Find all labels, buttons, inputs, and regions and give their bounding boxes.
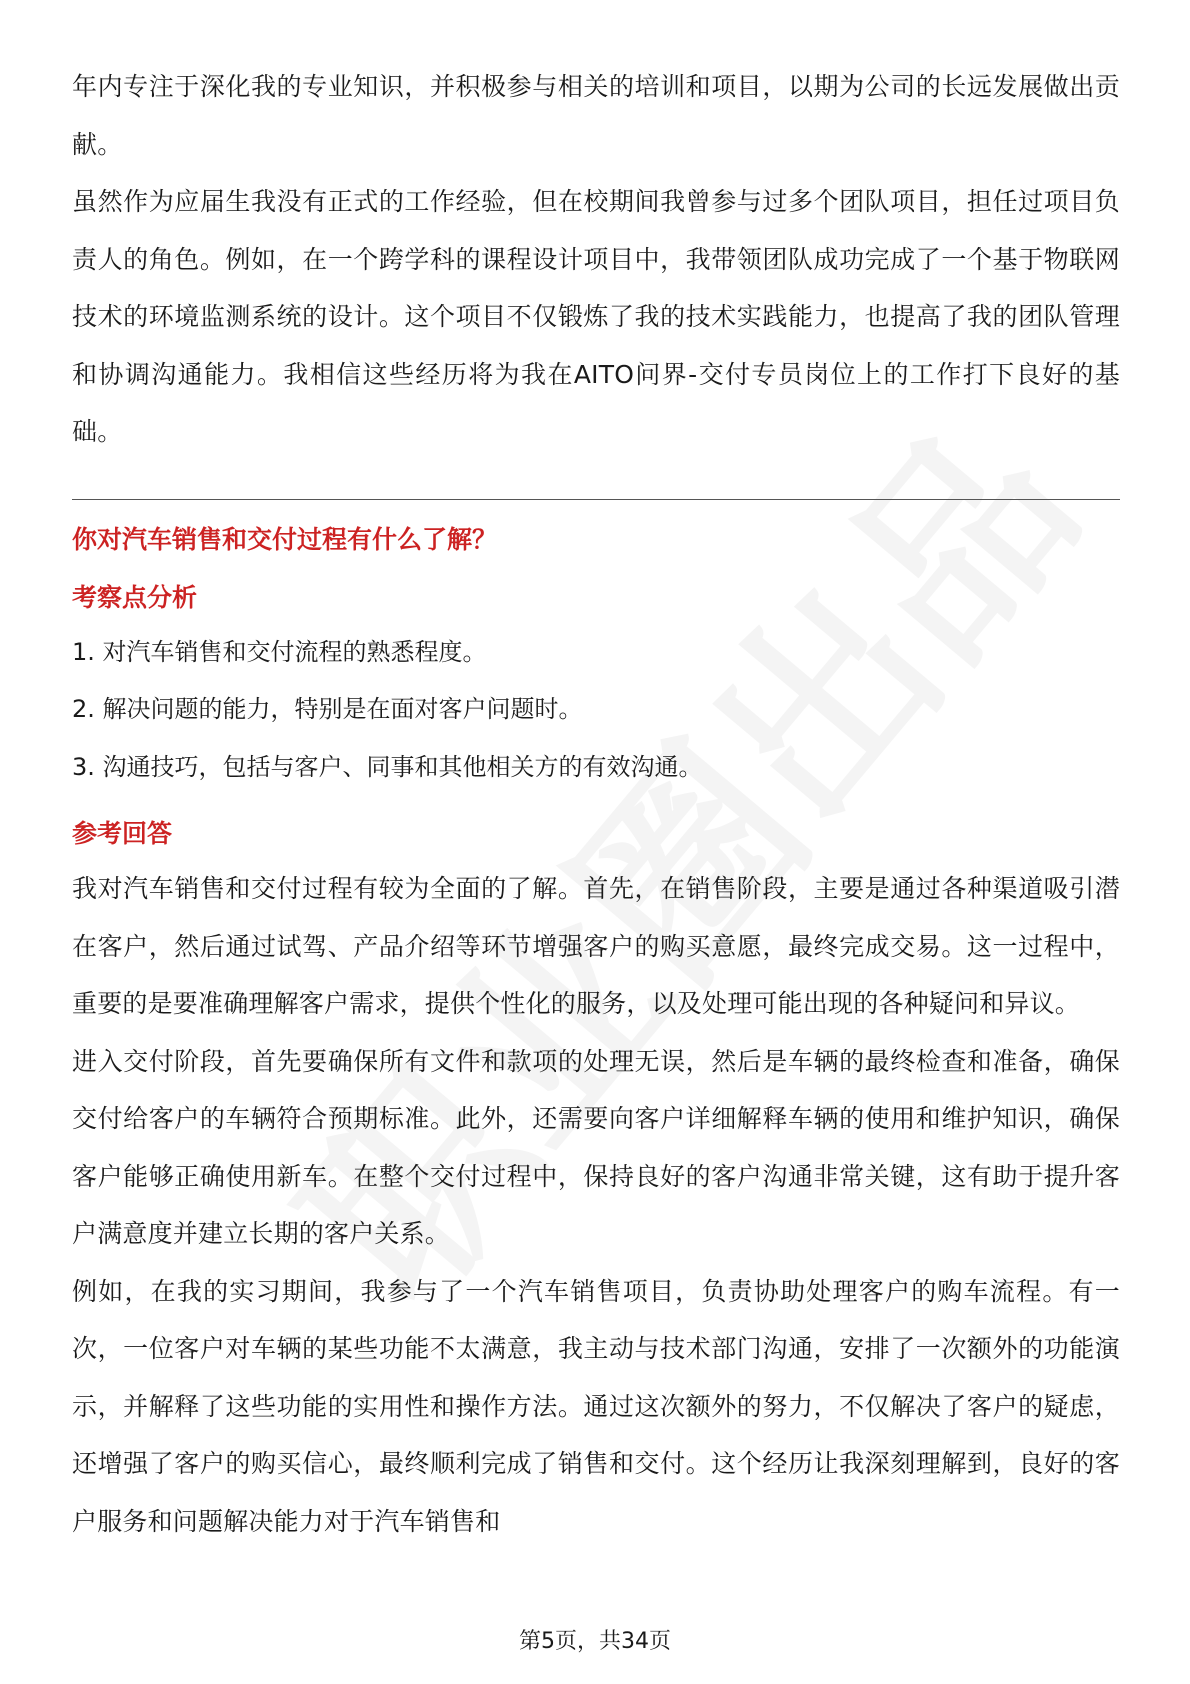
answer-paragraph-1: 我对汽车销售和交付过程有较为全面的了解。首先，在销售阶段，主要是通过各种渠道吸引潜在客户，然后通过试驾、产品介绍等环节增强客户的购买意愿，最终完成交易。这一过程中，重要的是要准确理解客户需求，提供个性化的服务，以及处理可能出现的各种疑问和异议。 — [72, 874, 1120, 1018]
section-divider — [72, 499, 1120, 500]
analysis-point: 1. 对汽车销售和交付流程的熟悉程度。 — [72, 637, 487, 666]
analysis-list — [72, 624, 1120, 797]
document-page — [72, 58, 1120, 1550]
intro-paragraph-1: 年内专注于深化我的专业知识，并积极参与相关的培训和项目，以期为公司的长远发展做出贡献。 — [72, 72, 1120, 159]
question-title: 你对汽车销售和交付过程有什么了解？ — [72, 524, 498, 554]
intro-paragraph-2: 虽然作为应届生我没有正式的工作经验，但在校期间我曾参与过多个团队项目，担任过项目负责人的角色。例如，在一个跨学科的课程设计项目中，我带领团队成功完成了一个基于物联网技术的环境监测系统的设计。这个项目不仅锻炼了我的技术实践能力，也提高了我的团队管理和协调沟通能力。我相信这些经历将为我在AITO问界-交付专员岗位上的工作打下良好的基础。 — [72, 187, 1120, 446]
analysis-point: 3. 沟通技巧，包括与客户、同事和其他相关方的有效沟通。 — [72, 752, 703, 781]
answer-paragraph-3: 例如，在我的实习期间，我参与了一个汽车销售项目，负责协助处理客户的购车流程。有一次，一位客户对车辆的某些功能不太满意，我主动与技术部门沟通，安排了一次额外的功能演示，并解释了这些功能的实用性和操作方法。通过这次额外的努力，不仅解决了客户的疑虑，还增强了客户的购买信心，最终顺利完成了销售和交付。这个经历让我深刻理解到，良好的客户服务和问题解决能力对于汽车销售和 — [72, 1276, 1120, 1536]
answer-heading: 参考回答 — [72, 819, 173, 848]
analysis-heading: 考察点分析 — [72, 582, 198, 612]
analysis-point: 2. 解决问题的能力，特别是在面对客户问题时。 — [72, 695, 583, 723]
answer-paragraph-2: 进入交付阶段，首先要确保所有文件和款项的处理无误，然后是车辆的最终检查和准备，确保交付给客户的车辆符合预期标准。此外，还需要向客户详细解释车辆的使用和维护知识，确保客户能够正确使用新车。在整个交付过程中，保持良好的客户沟通非常关键，这有助于提升客户满意度并建立长期的客户关系。 — [72, 1046, 1120, 1248]
page-number: 第5页，共34页 — [519, 1629, 671, 1654]
